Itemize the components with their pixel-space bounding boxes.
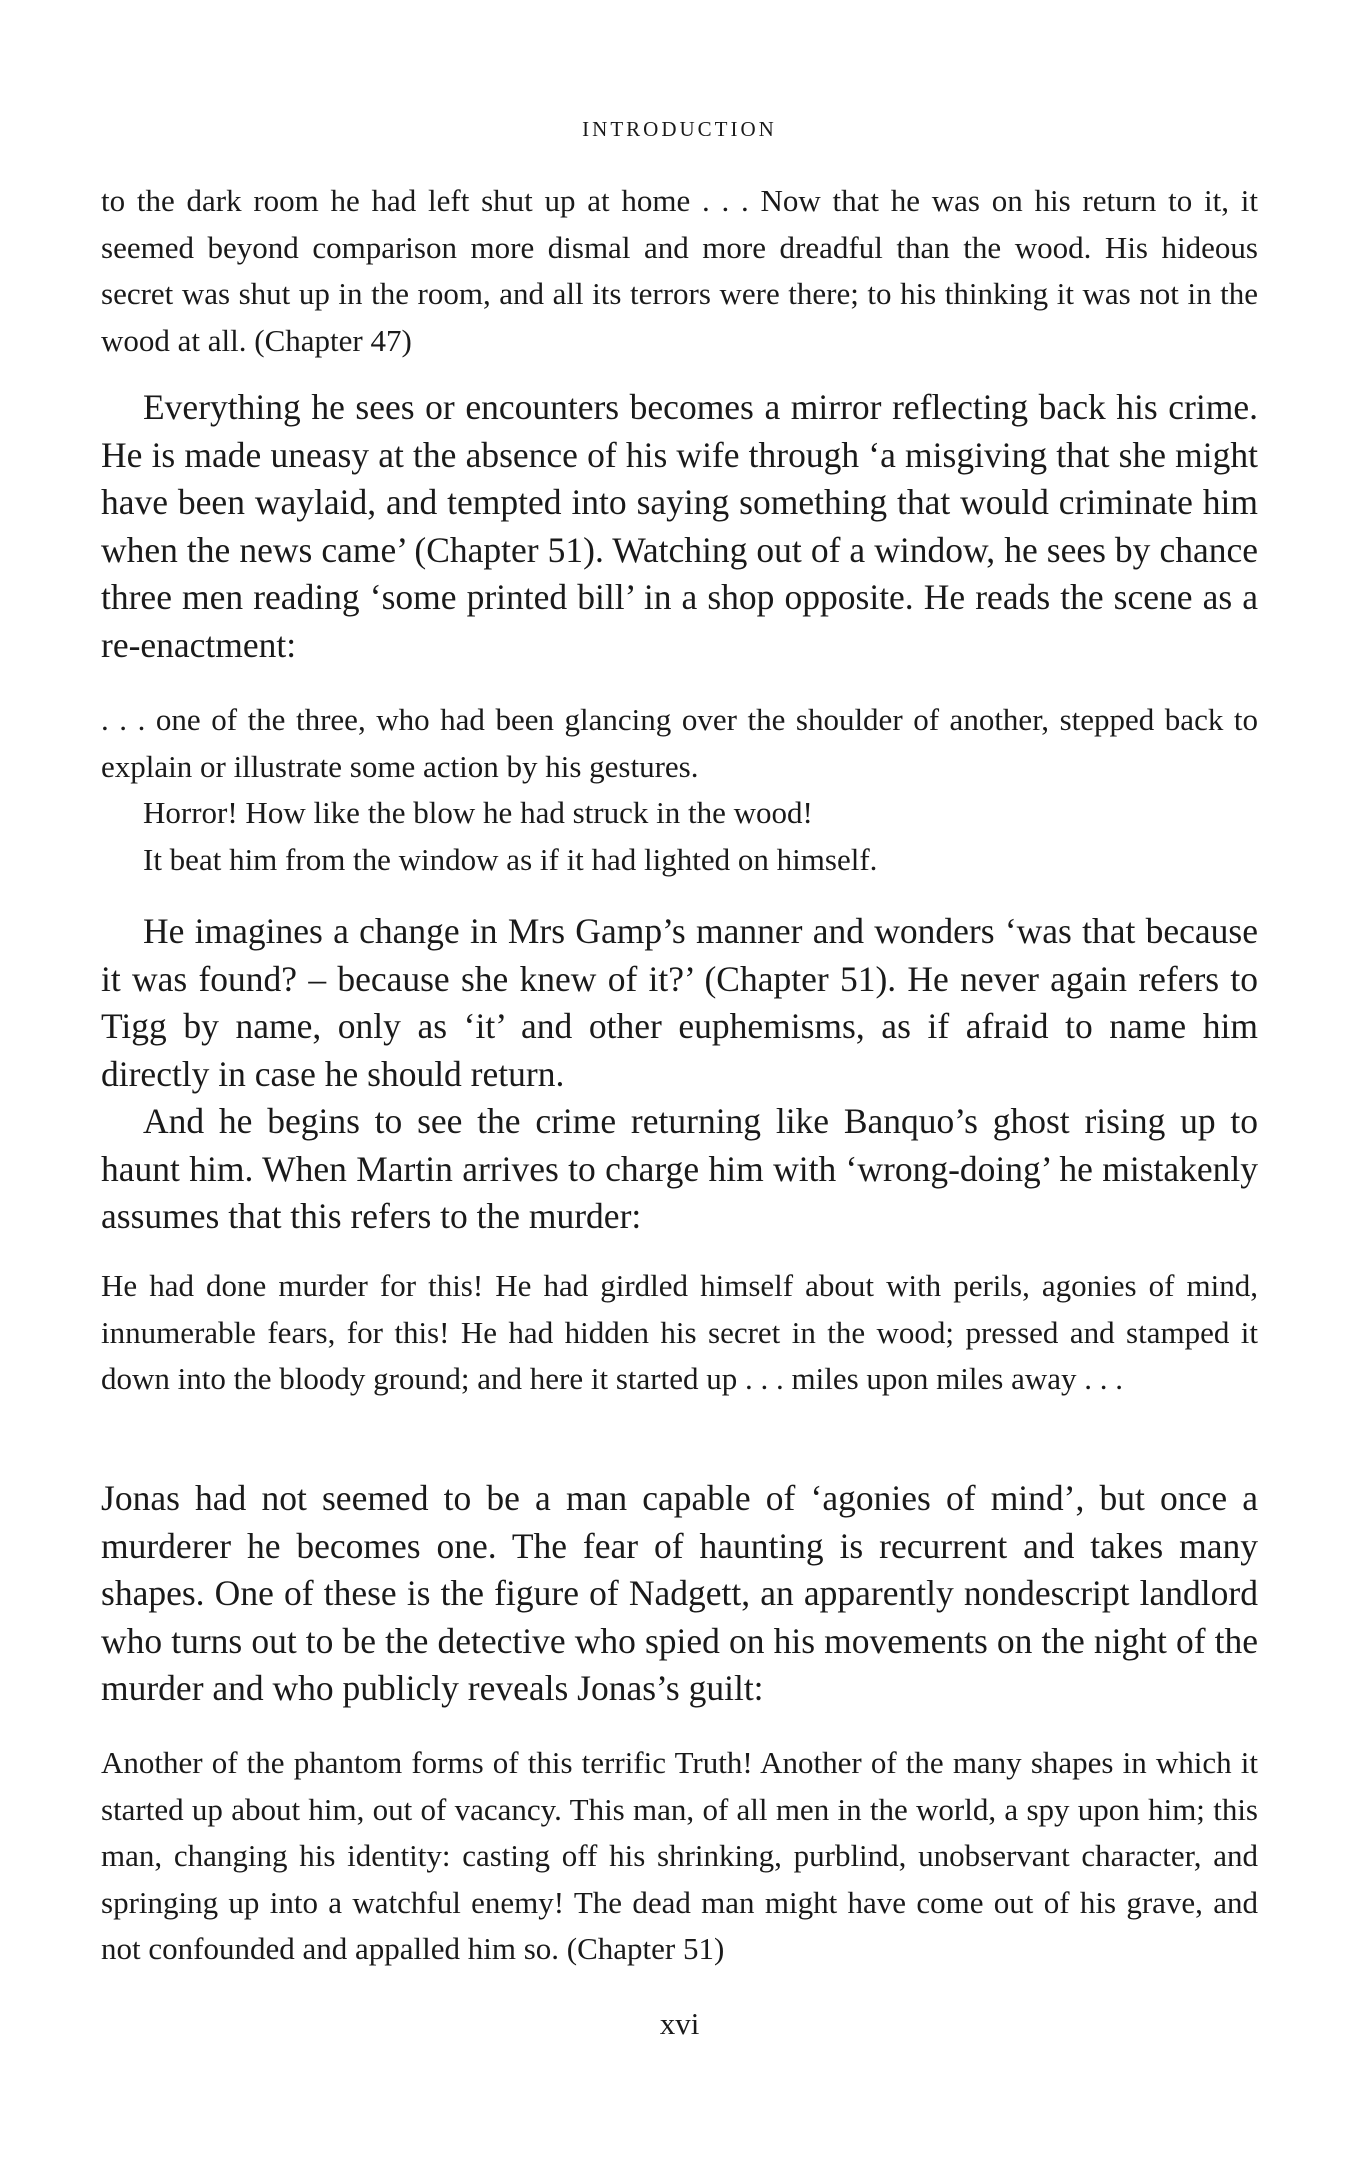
block-quote-window-scene <box>101 697 1258 883</box>
page-number: xvi <box>659 2006 700 2041</box>
body-paragraph-mrs-gamp <box>101 908 1258 1241</box>
quote-text: He had done murder for this! He had girdled himself about with perils, agonies of mind, innumerable fears, for this! He had hidden his secret in the wood; pressed and stamped it down into the bloody ground; and here it started up . . . miles upon miles away . . . <box>101 1268 1258 1396</box>
quote-text: to the dark room he had left shut up at home . . . Now that he was on his return to it, it seemed beyond comparison more dismal and more dreadful than the wood. His hideous secret was shut up in the room, and all its terrors were there; to his thinking it was not in the wood at all. (Chapter 47) <box>101 183 1258 358</box>
quote-line: Horror! How like the blow he had struck in the wood! <box>143 795 813 830</box>
paragraph-text: Jonas had not seemed to be a man capable of ‘agonies of mind’, but once a murderer he becomes one. The fear of haunting is recurrent and takes many shapes. One of these is the figure of Nadgett, an apparently nondescript landlord who turns out to be the detective who spied on his movements on the night of the murder and who publicly reveals Jonas’s guilt: <box>101 1478 1258 1708</box>
paragraph-text: Everything he sees or encounters becomes a mirror reflecting back his crime. He is made uneasy at the absence of his wife through ‘a misgiving that she might have been waylaid, and tempted into saying something that would criminate him when the news came’ (Chapter 51). Watching out of a window, he sees by chance three men reading ‘some printed bill’ in a shop opposite. He reads the scene as a re-enactment: <box>101 387 1258 665</box>
quote-line: It beat him from the window as if it had lighted on himself. <box>143 841 878 877</box>
quote-text: Another of the phantom forms of this terrific Truth! Another of the many shapes in which it started up about him, out of vacancy. This man, of all men in the world, a spy upon him; this man, changing his identity: casting off his shrinking, purblind, unobservant character, and springing up into a watchful enemy! The dead man might have come out of his grave, and not confounded and appalled him so. (Chapter 51) <box>101 1745 1258 1966</box>
block-quote-murder <box>101 1263 1258 1403</box>
block-quote-chapter-47 <box>101 178 1258 364</box>
block-quote-phantom-forms <box>101 1740 1258 1973</box>
paragraph-text: And he begins to see the crime returning like Banquo’s ghost rising up to haunt him. When Martin arrives to charge him with ‘wrong-doing’ he mistakenly assumes that this refers to the murder: <box>101 1101 1258 1236</box>
paragraph-text: He imagines a change in Mrs Gamp’s manner and wonders ‘was that because it was found? – because she knew of it?’ (Chapter 51). He never again refers to Tigg by name, only as ‘it’ and other euphemisms, as if afraid to name him directly in case he should return. <box>101 911 1258 1094</box>
quote-line: . . . one of the three, who had been glancing over the shoulder of another, stepped back to explain or illustrate some action by his gestures. <box>101 702 1258 784</box>
body-paragraph-mirror <box>101 384 1258 669</box>
running-head: INTRODUCTION <box>582 117 777 141</box>
body-paragraph-nadgett <box>101 1475 1258 1713</box>
